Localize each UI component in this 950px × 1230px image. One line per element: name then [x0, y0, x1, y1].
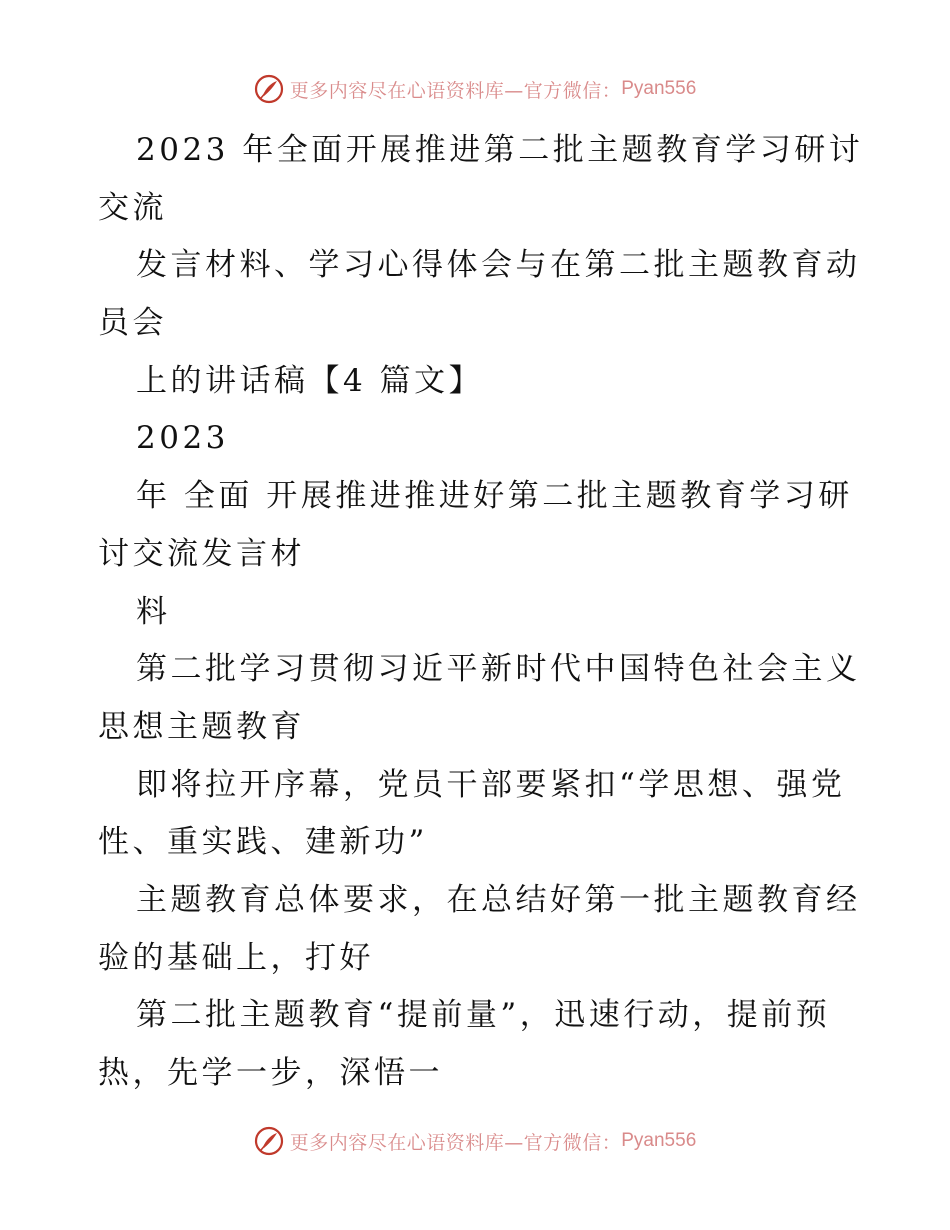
watermark-text: 更多内容尽在心语资料库—官方微信： — [289, 79, 622, 102]
text-line: 发言材料、学习心得体会与在第二批主题教育动 — [136, 247, 861, 284]
text-line: 2023 — [136, 420, 229, 457]
feather-quill-icon — [254, 1126, 284, 1156]
text-line: 验的基础上，打好 — [98, 939, 374, 976]
text-line: 第二批主题教育“提前量”，迅速行动，提前预 — [136, 997, 831, 1034]
text-line: 上的讲话稿【4 篇文】 — [136, 362, 484, 399]
document-body — [98, 122, 864, 1103]
watermark-text: 更多内容尽在心语资料库—官方微信： — [289, 1131, 622, 1154]
text-line: 2023 年全面开展推进第二批主题教育学习研讨 — [136, 132, 864, 168]
text-line: 年 全面 开展推进推进好第二批主题教育学习研 — [136, 478, 853, 515]
text-line: 第二批学习贯彻习近平新时代中国特色社会主义 — [136, 651, 861, 688]
text-line: 讨交流发言材 — [98, 535, 305, 572]
text-line: 员会 — [98, 305, 167, 342]
text-line: 主题教育总体要求，在总结好第一批主题教育经 — [136, 881, 861, 918]
text-line: 思想主题教育 — [98, 708, 305, 745]
header-watermark — [0, 72, 950, 106]
text-line: 性、重实践、建新功” — [98, 824, 428, 861]
watermark-wechat-id: Pyan556 — [621, 78, 697, 99]
watermark-wechat-id: Pyan556 — [621, 1130, 697, 1151]
text-line: 交流 — [98, 189, 167, 226]
text-line: 料 — [136, 593, 171, 630]
text-line: 热，先学一步，深悟一 — [98, 1055, 443, 1091]
feather-quill-icon — [254, 74, 284, 104]
text-line: 即将拉开序幕，党员干部要紧扣“学思想、强党 — [136, 766, 846, 803]
footer-watermark — [0, 1124, 950, 1158]
